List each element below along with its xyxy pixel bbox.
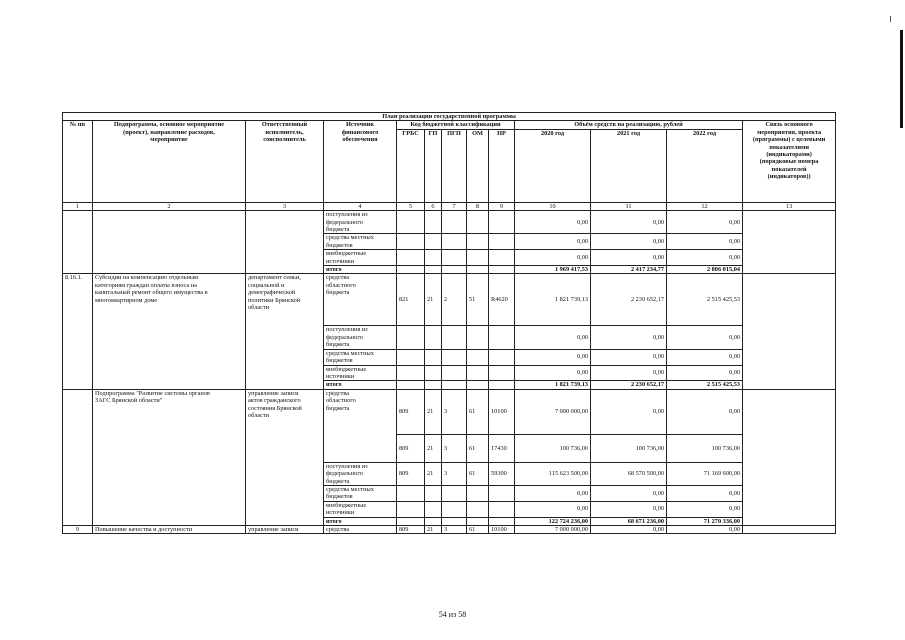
source-cell: средства областного бюджета (324, 274, 397, 326)
col-number: 7 (442, 202, 467, 210)
header-volume-group: Объём средств на реализацию, рублей (515, 121, 743, 129)
column-number-row (63, 202, 836, 210)
code-om: 51 (467, 274, 489, 326)
code-gp: 21 (425, 462, 442, 485)
code-pgp: 3 (442, 389, 467, 434)
source-cell: внебюджетные источники (324, 250, 397, 266)
value-2020: 0,00 (515, 234, 591, 250)
code-om: 61 (467, 389, 489, 434)
total-2020: 122 724 236,00 (515, 517, 591, 525)
scan-tick-mark (890, 16, 891, 22)
table-row (63, 211, 836, 234)
value-2020: 0,00 (515, 250, 591, 266)
link-cell (743, 389, 836, 525)
total-2021: 2 417 234,77 (591, 266, 667, 274)
value-2022: 0,00 (667, 211, 743, 234)
value-2021: 0,00 (591, 349, 667, 365)
header-budget-code-group: Код бюджетной классификации (397, 121, 515, 129)
col-number: 9 (489, 202, 515, 210)
col-number: 10 (515, 202, 591, 210)
header-nr: НР (489, 129, 515, 202)
source-cell: средства местных бюджетов (324, 349, 397, 365)
program-plan-table (62, 112, 836, 534)
value-2021: 0,00 (591, 485, 667, 501)
table-title: План реализации государственной программы (63, 113, 836, 121)
value-2021: 0,00 (591, 250, 667, 266)
value-2020: 0,00 (515, 211, 591, 234)
table-row (63, 389, 836, 434)
value-2020: 100 736,00 (515, 434, 591, 462)
link-cell (743, 211, 836, 274)
row-responsible-cell (246, 211, 324, 274)
value-2021: 0,00 (591, 234, 667, 250)
code-pgp: 3 (442, 462, 467, 485)
row-responsible-cell: департамент семьи, социальной и демографической политики Брянской области (246, 274, 324, 389)
value-2020: 0,00 (515, 365, 591, 381)
value-2022: 0,00 (667, 234, 743, 250)
value-2022: 0,00 (667, 485, 743, 501)
header-year-2021: 2021 год (591, 129, 667, 202)
total-2021: 2 230 652,17 (591, 381, 667, 389)
link-cell (743, 525, 836, 533)
source-cell: итого (324, 517, 397, 525)
row-num-cell (63, 389, 93, 525)
col-number: 11 (591, 202, 667, 210)
code-nr: 10100 (489, 525, 515, 533)
code-grbs: 809 (397, 525, 425, 533)
source-cell: поступления из федерального бюджета (324, 462, 397, 485)
code-gp: 21 (425, 274, 442, 326)
source-cell: средства областного бюджета (324, 389, 397, 462)
value-2022: 0,00 (667, 501, 743, 517)
value-2020: 0,00 (515, 485, 591, 501)
header-om: ОМ (467, 129, 489, 202)
value-2021: 0,00 (591, 389, 667, 434)
value-2020: 1 821 739,13 (515, 274, 591, 326)
value-2020: 7 000 000,00 (515, 389, 591, 434)
code-pgp: 3 (442, 525, 467, 533)
header-row-1 (63, 121, 836, 129)
code-grbs: 809 (397, 434, 425, 462)
row-num-cell: 8.16.1. (63, 274, 93, 389)
value-2020: 115 623 500,00 (515, 462, 591, 485)
value-2022: 100 736,00 (667, 434, 743, 462)
code-pgp: 2 (442, 274, 467, 326)
code-nr: 17430 (489, 434, 515, 462)
col-number: 3 (246, 202, 324, 210)
source-cell: итого (324, 381, 397, 389)
header-year-2020: 2020 год (515, 129, 591, 202)
value-2021: 100 736,00 (591, 434, 667, 462)
value-2021: 0,00 (591, 525, 667, 533)
header-gp: ГП (425, 129, 442, 202)
source-cell: внебюджетные источники (324, 501, 397, 517)
col-number: 5 (397, 202, 425, 210)
table-row (63, 274, 836, 326)
source-cell: внебюджетные источники (324, 365, 397, 381)
col-number: 1 (63, 202, 93, 210)
total-2022: 2 515 425,53 (667, 381, 743, 389)
row-name-cell: Подпрограмма "Развитие системы органов ЗАГС Брянской области" (93, 389, 246, 525)
value-2022: 0,00 (667, 389, 743, 434)
value-2020: 0,00 (515, 349, 591, 365)
header-source: Источник финансового обеспечения (324, 121, 397, 202)
header-grbs: ГРБС (397, 129, 425, 202)
row-name-cell: Повышение качества и доступности (93, 525, 246, 533)
table-title-row (63, 113, 836, 121)
col-number: 12 (667, 202, 743, 210)
value-2022: 2 515 425,53 (667, 274, 743, 326)
page-number: 54 из 58 (438, 610, 467, 619)
code-om: 61 (467, 462, 489, 485)
value-2021: 0,00 (591, 326, 667, 349)
value-2022: 71 169 600,00 (667, 462, 743, 485)
value-2020: 0,00 (515, 326, 591, 349)
code-nr: 10100 (489, 389, 515, 434)
link-cell (743, 274, 836, 389)
value-2022: 0,00 (667, 250, 743, 266)
source-cell: итого (324, 266, 397, 274)
code-gp: 21 (425, 434, 442, 462)
source-cell: поступления из федерального бюджета (324, 211, 397, 234)
value-2022: 0,00 (667, 349, 743, 365)
row-num-cell: 9 (63, 525, 93, 533)
value-2022: 0,00 (667, 326, 743, 349)
value-2022: 0,00 (667, 365, 743, 381)
code-gp: 21 (425, 389, 442, 434)
source-cell: поступления из федерального бюджета (324, 326, 397, 349)
code-grbs: 809 (397, 389, 425, 434)
col-number: 2 (93, 202, 246, 210)
col-number: 6 (425, 202, 442, 210)
total-2021: 68 671 236,00 (591, 517, 667, 525)
code-om: 61 (467, 434, 489, 462)
total-2022: 71 270 336,00 (667, 517, 743, 525)
header-subprogram: Подпрограмма, основное мероприятие (проект), направление расходов, мероприятие (93, 121, 246, 202)
value-2021: 2 230 652,17 (591, 274, 667, 326)
row-name-cell: Субсидии на компенсацию отдельным категориям граждан оплаты взноса на капитальный ремонт общего имущества в многоквартирном доме (93, 274, 246, 389)
header-responsible: Ответственный исполнитель, соисполнитель (246, 121, 324, 202)
code-nr: 59300 (489, 462, 515, 485)
source-cell: средства местных бюджетов (324, 485, 397, 501)
total-2022: 2 806 015,04 (667, 266, 743, 274)
row-num-cell (63, 211, 93, 274)
code-om: 61 (467, 525, 489, 533)
value-2020: 0,00 (515, 501, 591, 517)
header-pgp: ПГП (442, 129, 467, 202)
code-gp: 21 (425, 525, 442, 533)
value-2022: 0,00 (667, 525, 743, 533)
col-number: 13 (743, 202, 836, 210)
col-number: 8 (467, 202, 489, 210)
value-2021: 0,00 (591, 501, 667, 517)
scan-edge-mark (900, 30, 903, 128)
col-number: 4 (324, 202, 397, 210)
row-name-cell (93, 211, 246, 274)
total-2020: 1 821 739,13 (515, 381, 591, 389)
code-grbs: 821 (397, 274, 425, 326)
code-grbs: 809 (397, 462, 425, 485)
row-responsible-cell: управление записи актов гражданского состояния Брянской области (246, 389, 324, 525)
code-pgp: 3 (442, 434, 467, 462)
source-cell: средства местных бюджетов (324, 234, 397, 250)
table-row (63, 525, 836, 533)
total-2020: 1 969 417,53 (515, 266, 591, 274)
value-2020: 7 000 000,00 (515, 525, 591, 533)
header-year-2022: 2022 год (667, 129, 743, 202)
value-2021: 0,00 (591, 365, 667, 381)
code-nr: R4620 (489, 274, 515, 326)
source-cell: средства (324, 525, 397, 533)
header-link: Связь основного мероприятия, проекта (программы) с целевыми показателями (индикаторами) (порядковые номера показателей (индикаторов)) (743, 121, 836, 202)
value-2021: 68 570 500,00 (591, 462, 667, 485)
row-responsible-cell: управление записи (246, 525, 324, 533)
value-2021: 0,00 (591, 211, 667, 234)
header-num: № пп (63, 121, 93, 202)
